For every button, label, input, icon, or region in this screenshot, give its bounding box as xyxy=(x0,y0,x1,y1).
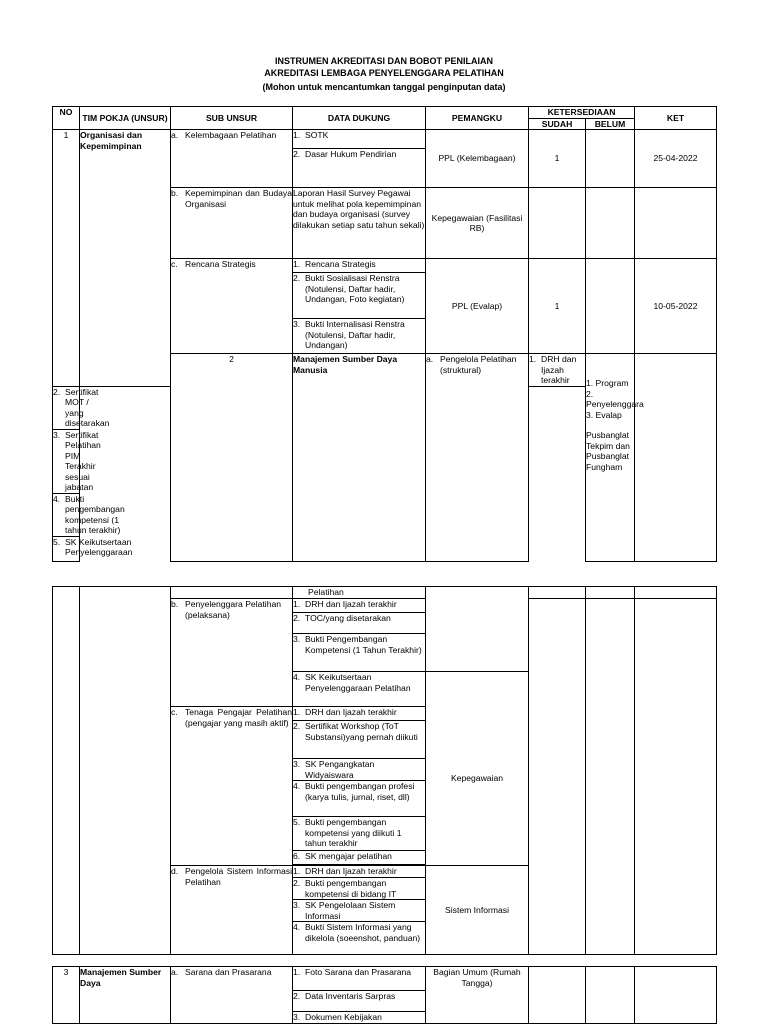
data-dukung-item: 1. Rencana Strategis xyxy=(293,259,426,273)
data-dukung-item: Pelatihan xyxy=(293,587,426,599)
belum-cell[interactable] xyxy=(586,967,635,1024)
pemangku-cell: Bagian Umum (Rumah Tangga) xyxy=(426,967,529,1024)
pemangku-cell xyxy=(586,354,644,562)
pemangku-cell: Kepegawaian xyxy=(426,672,529,866)
doc-title-line3: (Mohon untuk mencantumkan tanggal penginputan data) xyxy=(262,82,506,92)
header-ketersediaan: KETERSEDIAAN xyxy=(529,107,635,119)
akreditasi-table-page2 xyxy=(52,586,717,955)
data-dukung-item: 4. SK Keikutsertaan Penyelenggaraan Pelatihan xyxy=(293,672,426,707)
data-dukung-item: 3. Dokumen Kebijakan xyxy=(293,1012,426,1024)
data-dukung-item: 1. DRH dan Ijazah terakhir xyxy=(293,707,426,721)
header-ket: KET xyxy=(635,107,717,130)
sub-unsur-item: d. Pengelola Sistem Informasi Pelatihan xyxy=(171,866,293,955)
data-dukung-item: 5. Bukti pengembangan kompetensi yang diikuti 1 tahun terakhir xyxy=(293,817,426,851)
belum-cell[interactable] xyxy=(586,259,635,354)
row-unsur: Manajemen Sumber Daya Manusia xyxy=(293,354,426,562)
header-data-dukung: DATA DUKUNG xyxy=(293,107,426,130)
pemangku-cell: Sistem Informasi xyxy=(426,866,529,955)
data-dukung-item: 2. Data Inventaris Sarpras xyxy=(293,991,426,1012)
data-dukung-item: 5. SK Keikutsertaan Penyelenggaraan xyxy=(53,536,80,561)
ket-cell[interactable]: 25-04-2022 xyxy=(635,130,717,188)
data-dukung-item: 3. Bukti Internalisasi Renstra (Notulensi, Daftar hadir, Undangan) xyxy=(293,319,426,354)
pemangku-line: 3. Evalap xyxy=(586,409,622,420)
row-unsur: Manajemen Sumber Daya xyxy=(80,967,171,1024)
akreditasi-table-page2-row3 xyxy=(52,966,717,1024)
ket-cell[interactable] xyxy=(635,188,717,259)
sub-unsur-item: a. Pengelola Pelatihan (struktural) xyxy=(426,354,529,562)
belum-cell[interactable] xyxy=(586,599,635,955)
pemangku-cell: PPL (Kelembagaan) xyxy=(426,130,529,188)
data-dukung-item: 1. DRH dan Ijazah terakhir xyxy=(293,866,426,878)
pemangku-cell: PPL (Evalap) xyxy=(426,259,529,354)
data-dukung-item: 3. SK Pengelolaan Sistem Informasi xyxy=(293,900,426,922)
pemangku-extra: Pusbanglat Tekpim dan Pusbanglat Fungham xyxy=(586,430,630,472)
sudah-cell[interactable] xyxy=(529,599,586,955)
sub-unsur-item: c. Tenaga Pengajar Pelatihan (pengajar yang masih aktif) xyxy=(171,707,293,866)
data-dukung-item: Laporan Hasil Survey Pegawai untuk melihat pola kepemimpinan dan budaya organisasi (survey dilakukan setiap satu tahun sekali) xyxy=(293,188,426,259)
belum-cell[interactable] xyxy=(586,587,635,599)
pemangku-cell: Kepegawaian (Fasilitasi RB) xyxy=(426,188,529,259)
sub-unsur-item: a. Kelembagaan Pelatihan xyxy=(171,130,293,188)
header-no: NO xyxy=(53,107,80,130)
ket-cell[interactable]: 10-05-2022 xyxy=(635,259,717,354)
sub-unsur-item xyxy=(171,587,293,599)
row-unsur xyxy=(80,587,171,955)
data-dukung-item: 3. SK Pengangkatan Widyaiswara xyxy=(293,759,426,781)
sudah-cell[interactable] xyxy=(635,354,717,562)
row-no: 1 xyxy=(53,130,80,387)
sudah-cell[interactable] xyxy=(529,587,586,599)
pemangku-line: 1. Program xyxy=(586,378,629,388)
ket-cell[interactable] xyxy=(635,587,717,599)
data-dukung-item: 1. DRH dan Ijazah terakhir xyxy=(529,354,586,387)
data-dukung-item: 1. DRH dan Ijazah terakhir xyxy=(293,599,426,613)
ket-cell[interactable] xyxy=(635,599,717,955)
data-dukung-item: 2. Sertifikat MOT / yang disetarakan xyxy=(53,386,110,428)
data-dukung-item: 4. Bukti pengembangan profesi (karya tulis, jurnal, riset, dll) xyxy=(293,781,426,817)
row-no: 3 xyxy=(53,967,80,1024)
sudah-cell[interactable] xyxy=(529,967,586,1024)
sub-unsur-item: b. Penyelenggara Pelatihan (pelaksana) xyxy=(171,599,293,707)
doc-title-line2: AKREDITASI LEMBAGA PENYELENGGARA PELATIHAN xyxy=(264,68,504,78)
sub-unsur-item: b. Kepemimpinan dan Budaya Organisasi xyxy=(171,188,293,259)
sub-unsur-item: a. Sarana dan Prasarana xyxy=(171,967,293,1024)
sudah-cell[interactable] xyxy=(529,188,586,259)
header-sudah: SUDAH xyxy=(529,118,586,130)
data-dukung-item: 4. Bukti Sistem Informasi yang dikelola (soeenshot, panduan) xyxy=(293,922,426,955)
belum-cell[interactable] xyxy=(586,188,635,259)
data-dukung-item: 2. Bukti pengembangan kompetensi di bidang IT xyxy=(293,878,426,900)
data-dukung-item: 3. Sertifikat Pelatihan PIM Terakhir sesuai jabatan xyxy=(53,429,101,492)
data-dukung-item: 1. Foto Sarana dan Prasarana xyxy=(293,967,426,991)
belum-cell[interactable] xyxy=(586,130,635,188)
pemangku-cell xyxy=(426,587,529,672)
data-dukung-item: 2. Sertifikat Workshop (ToT Substansi)yang pernah diikuti xyxy=(293,721,426,759)
row-unsur: Organisasi dan Kepemimpinan xyxy=(80,130,171,387)
data-dukung-item: 2. Dasar Hukum Pendirian xyxy=(293,149,426,188)
data-dukung-item: 1. SOTK xyxy=(293,130,426,149)
sub-unsur-item: c. Rencana Strategis xyxy=(171,259,293,354)
row-no: 2 xyxy=(171,354,293,562)
ket-cell[interactable] xyxy=(635,967,717,1024)
header-tim-pokja: TIM POKJA (UNSUR) xyxy=(80,107,171,130)
sudah-cell[interactable]: 1 xyxy=(529,259,586,354)
header-sub-unsur: SUB UNSUR xyxy=(171,107,293,130)
row-no xyxy=(53,587,80,955)
akreditasi-table-page1 xyxy=(52,106,717,562)
pemangku-line: 2. Penyelenggara xyxy=(586,388,644,409)
data-dukung-item: 4. Bukti pengembangan kompetensi (1 tahun terakhir) xyxy=(53,493,125,535)
header-belum: BELUM xyxy=(586,118,635,130)
sudah-cell[interactable]: 1 xyxy=(529,130,586,188)
data-dukung-item: 2. TOC/yang disetarakan xyxy=(293,613,426,634)
data-dukung-item: 6. SK mengajar pelatihan xyxy=(293,851,426,865)
doc-title-line1: INSTRUMEN AKREDITASI DAN BOBOT PENILAIAN xyxy=(275,56,493,66)
header-pemangku: PEMANGKU xyxy=(426,107,529,130)
data-dukung-item: 2. Bukti Sosialisasi Renstra (Notulensi, Daftar hadir, Undangan, Foto kegiatan) xyxy=(293,273,426,319)
data-dukung-item: 3. Bukti Pengembangan Kompetensi (1 Tahun Terakhir) xyxy=(293,634,426,672)
